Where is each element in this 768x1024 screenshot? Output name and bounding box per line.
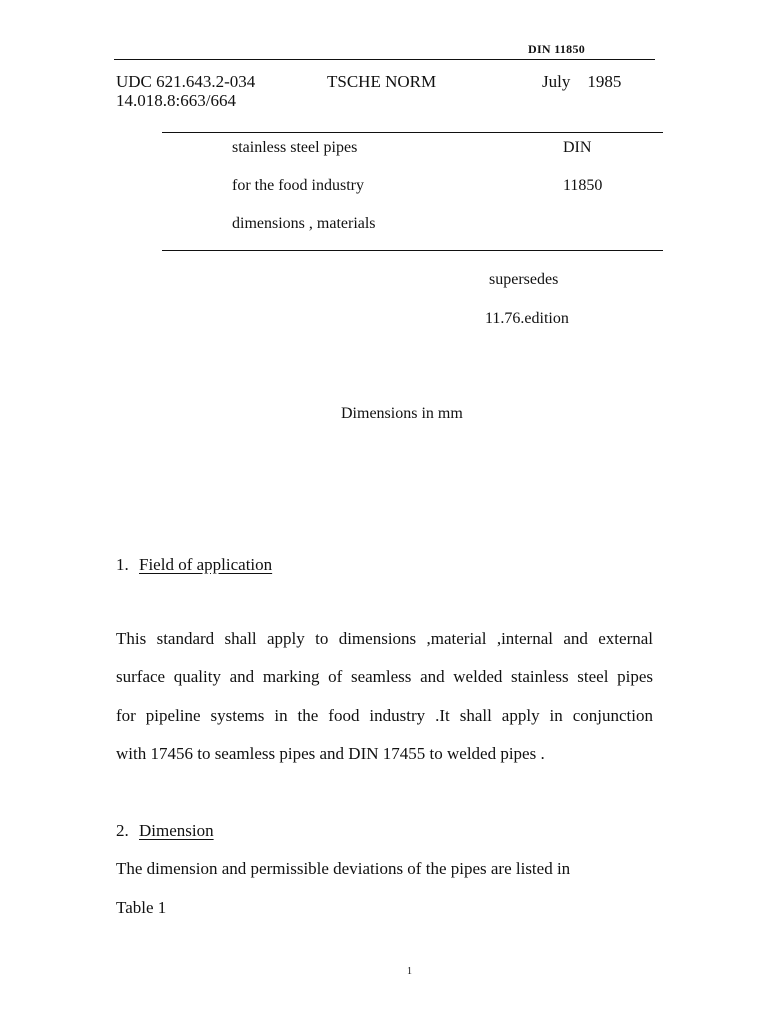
- section-1-line-1: This standard shall apply to dimensions ,material ,internal and external: [116, 629, 653, 648]
- section-1-line-4: with 17456 to seamless pipes and DIN 17455 to welded pipes .: [116, 744, 545, 763]
- page-number: 1: [407, 966, 412, 977]
- norm-title: TSCHE NORM: [327, 72, 437, 91]
- section-1-title: Field of application: [139, 555, 273, 574]
- title-line-1: stainless steel pipes: [232, 139, 358, 156]
- header-din-label: DIN 11850: [528, 42, 586, 56]
- supersedes-label: supersedes: [489, 271, 559, 288]
- publication-date: July 1985: [542, 72, 622, 91]
- title-line-2: for the food industry: [232, 177, 364, 194]
- section-2-line-1: The dimension and permissible deviations of the pipes are listed in: [116, 859, 571, 878]
- header-rule: [114, 59, 655, 60]
- title-line-3: dimensions , materials: [232, 215, 376, 232]
- section-2-title: Dimension: [139, 821, 214, 840]
- dimensions-note: Dimensions in mm: [341, 405, 463, 422]
- section-2-number: 2.: [116, 821, 129, 840]
- section-1-line-2: surface quality and marking of seamless and welded stainless steel pipes: [116, 667, 653, 686]
- title-bottom-rule: [162, 250, 663, 251]
- udc-code-2: 14.018.8:663/664: [116, 91, 236, 110]
- section-1-number: 1.: [116, 555, 129, 574]
- udc-code: UDC 621.643.2-034: [116, 72, 256, 91]
- section-1-line-3: for pipeline systems in the food industry .It shall apply in conjunction: [116, 706, 653, 725]
- supersedes-edition: 11.76.edition: [485, 310, 569, 327]
- title-number: 11850: [563, 177, 603, 194]
- title-din: DIN: [563, 139, 592, 156]
- section-2-line-2: Table 1: [116, 898, 167, 917]
- title-top-rule: [162, 132, 663, 133]
